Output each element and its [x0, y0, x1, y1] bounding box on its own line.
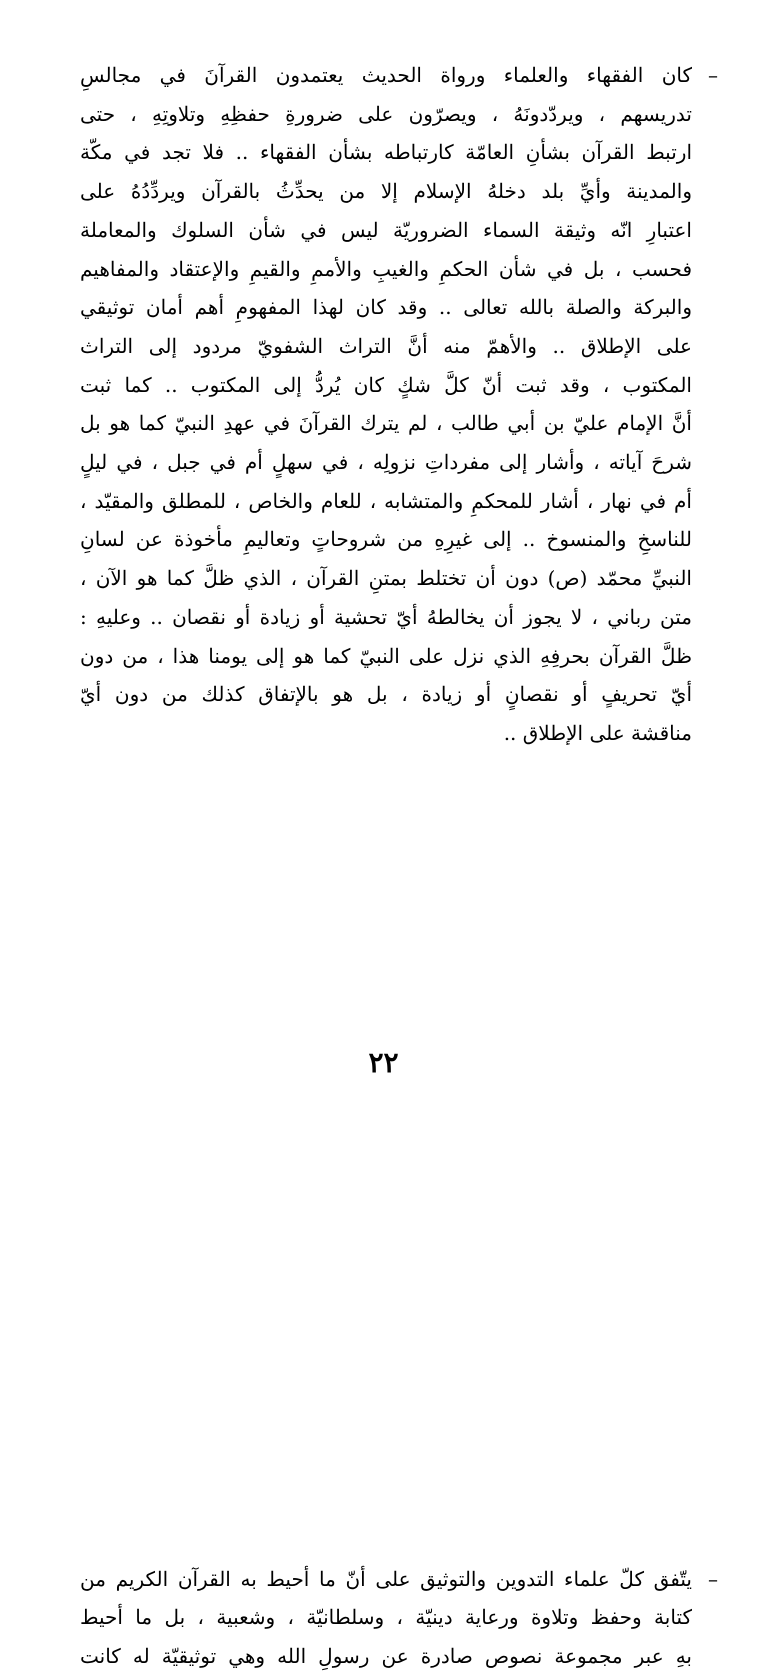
paragraph-1-line-11: شرحَ آياته ، وأشار إلى مفرداتِ نزولِه ، في سهلٍ أم في جبل ، في ليلٍ [80, 450, 692, 475]
paragraph-2-line-2: كتابة وحفظ وتلاوة ورعاية دينيّة ، وسلطانيّة ، وشعبية ، بل ما أحيط [80, 1605, 692, 1630]
paragraph-1-line-4: والمدينة وأيِّ بلد دخلهُ الإسلام إلا من يحدِّثُ بالقرآن ويردِّدُهُ على [80, 179, 692, 204]
paragraph-2 [80, 1560, 718, 1676]
paragraph-1-line-18: مناقشة على الإطلاق .. [503, 720, 692, 745]
paragraph-1 [80, 56, 718, 753]
paragraph-1-line-8: على الإطلاق .. والأهمّ منه أنَّ التراث الشفويّ مردود إلى التراث [80, 333, 692, 358]
page-number: ٢٢ [368, 1046, 399, 1079]
paragraph-1-line-3: ارتبط القرآن بشأنِ العامّة كارتباطه بشأن الفقهاء .. فلا تجد في مكّة [80, 140, 692, 165]
paragraph-1-line-15: متن رباني ، لا يجوز أن يخالطهُ أيّ تحشية أو زيادة أو نقصان .. وعليهِ : [80, 604, 692, 629]
paragraph-1-dash-marker: – [708, 63, 718, 87]
paragraph-2-dash-marker: – [708, 1566, 718, 1591]
paragraph-1-line-1: كان الفقهاء والعلماء ورواة الحديث يعتمدون القرآنَ في مجالسِ [80, 63, 692, 87]
paragraph-1-line-17: أيّ تحريفٍ أو نقصانٍ أو زيادة ، بل هو بالإتفاق كذلك من دون أيّ [80, 682, 692, 707]
paragraph-1-line-16: ظلَّ القرآن بحرفِهِ الذي نزل على النبيّ كما هو إلى يومنا هذا ، من دون [80, 643, 692, 668]
paragraph-1-line-14: النبيِّ محمّد (ص) دون أن تختلط بمتنِ القرآن ، الذي ظلَّ كما هو الآن ، [80, 566, 692, 591]
paragraph-2-line-3: بهِ عبر مجموعة نصوص صادرة عن رسولِ الله وهي توثيقيّة له كانت [80, 1644, 692, 1669]
paragraph-1-line-10: أنَّ الإمام عليّ بن أبي طالب ، لم يترك القرآنَ في عهدِ النبيّ كما هو بل [80, 411, 692, 436]
paragraph-1-line-5: اعتبارِ انّه وثيقة السماء الضروريّة ليس في شأن السلوك والمعاملة [80, 217, 692, 242]
paragraph-1-line-12: أم في نهار ، أشار للمحكمِ والمتشابه ، للعام والخاص ، للمطلق والمقيّد ، [80, 488, 692, 513]
paragraph-1-line-2: تدريسهم ، ويردّدونَهُ ، ويصرّون على ضرورةِ حفظِهِ وتلاوتِهِ ، حتى [80, 101, 692, 126]
paragraph-1-line-7: والبركة والصلة بالله تعالى .. وقد كان لهذا المفهومِ أهم أمان توثيقي [80, 295, 692, 320]
paragraph-2-line-1: يتّفق كلّ علماء التدوين والتوثيق على أنّ ما أحيط به القرآن الكريم من [80, 1566, 692, 1591]
paragraph-1-line-9: المكتوب ، وقد ثبت أنّ كلَّ شكٍ كان يُردُّ إلى المكتوب .. كما ثبت [80, 372, 692, 397]
paragraph-1-line-13: للناسخِ والمنسوخ .. إلى غيرِهِ من شروحاتٍ وتعاليمِ مأخوذة عن لسانِ [80, 527, 692, 552]
paragraph-1-line-6: فحسب ، بل في شأن الحكمِ والغيبِ والأممِ والقيمِ والإعتقاد والمفاهيم [80, 256, 692, 281]
